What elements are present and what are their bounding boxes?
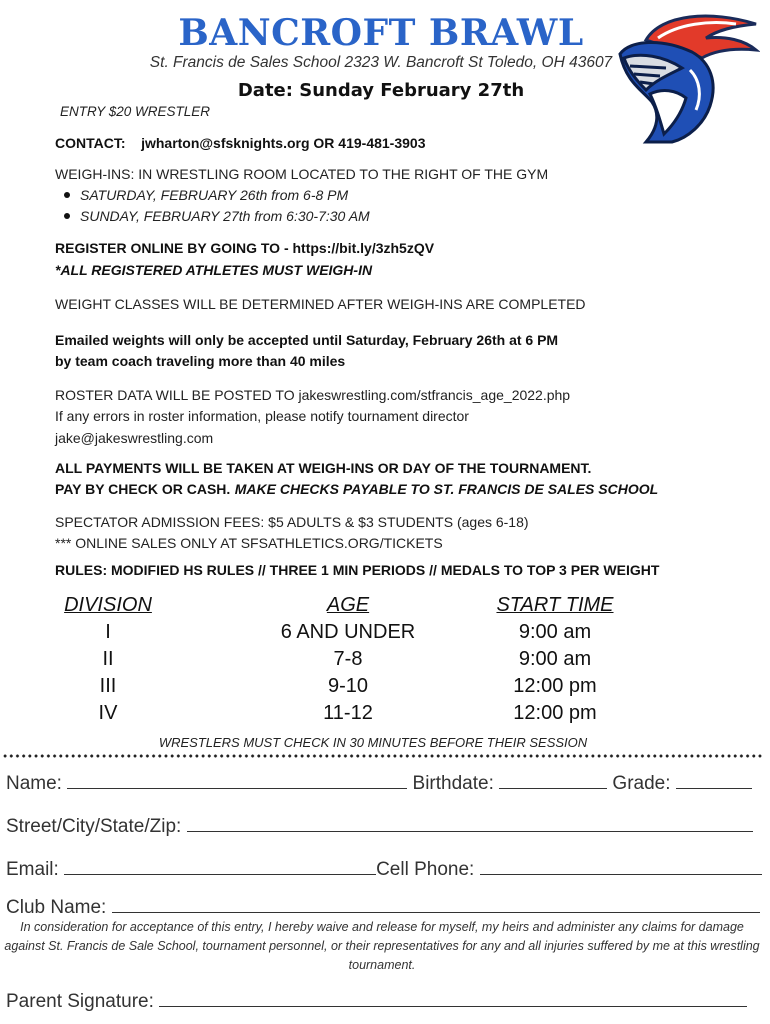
age-column bbox=[268, 592, 428, 727]
name-label: Name: bbox=[6, 773, 62, 794]
payments-line1: ALL PAYMENTS WILL BE TAKEN AT WEIGH-INS OR DAY OF THE TOURNAMENT. bbox=[55, 460, 592, 476]
name-field[interactable] bbox=[67, 770, 407, 789]
roster-email: jake@jakeswrestling.com bbox=[55, 430, 214, 446]
grade-field[interactable] bbox=[676, 770, 752, 789]
contact-label: CONTACT: bbox=[55, 135, 126, 151]
weigh-in-item: SATURDAY, FEBRUARY 26th from 6-8 PM bbox=[64, 187, 348, 203]
waiver-text: In consideration for acceptance of this entry, I hereby waive and release for myself, my heirs and administer any claims for damage against St. Francis de Sale School, tournament personnel, or their representatives for any and all injuries suffered by me at this wrestling tournament. bbox=[4, 920, 760, 972]
event-date: Date: Sunday February 27th bbox=[237, 80, 525, 101]
weigh-in-item: SUNDAY, FEBRUARY 27th from 6:30-7:30 AM bbox=[64, 208, 370, 224]
roster-line2: If any errors in roster information, please notify tournament director bbox=[55, 408, 469, 424]
start-time-header: START TIME bbox=[496, 594, 614, 616]
start-time-cell: 9:00 am bbox=[518, 648, 592, 670]
division-column bbox=[46, 592, 170, 727]
bullet-icon bbox=[64, 213, 70, 219]
entry-fee: ENTRY $20 WRESTLER bbox=[60, 104, 211, 119]
division-cell: II bbox=[102, 648, 114, 670]
age-cell: 9-10 bbox=[327, 675, 369, 697]
age-header: AGE bbox=[326, 594, 370, 616]
emailed-weights-line2: by team coach traveling more than 40 miles bbox=[55, 353, 346, 369]
division-cell: III bbox=[99, 675, 117, 697]
birthdate-field[interactable] bbox=[499, 770, 607, 789]
address-row bbox=[6, 813, 753, 838]
signature-row bbox=[6, 988, 747, 1013]
register-line: REGISTER ONLINE BY GOING TO - https://bit.ly/3zh5zQV bbox=[55, 240, 435, 256]
division-header: DIVISION bbox=[64, 594, 152, 616]
parent-signature-label: Parent Signature: bbox=[6, 991, 154, 1012]
knight-helmet-icon bbox=[606, 10, 760, 146]
roster-line1: ROSTER DATA WILL BE POSTED TO jakeswrestling.com/stfrancis_age_2022.php bbox=[55, 387, 571, 403]
contact-line bbox=[55, 135, 425, 151]
weigh-ins-heading: WEIGH-INS: IN WRESTLING ROOM LOCATED TO THE RIGHT OF THE GYM bbox=[55, 166, 549, 182]
start-time-cell: 12:00 pm bbox=[513, 675, 597, 697]
flyer-subtitle: St. Francis de Sales School 2323 W. Bancroft St Toledo, OH 43607 bbox=[149, 54, 613, 71]
start-time-column bbox=[480, 592, 630, 727]
birthdate-label: Birthdate: bbox=[412, 773, 494, 794]
street-field[interactable] bbox=[187, 813, 753, 832]
dotted-divider bbox=[2, 754, 764, 758]
parent-signature-field[interactable] bbox=[159, 988, 747, 1007]
rules-line: RULES: MODIFIED HS RULES // THREE 1 MIN PERIODS // MEDALS TO TOP 3 PER WEIGHT bbox=[55, 562, 660, 578]
club-row bbox=[6, 894, 760, 919]
flyer-title: BANCROFT BRAWL bbox=[178, 12, 584, 54]
payments-line2: PAY BY CHECK OR CASH. MAKE CHECKS PAYABLE TO ST. FRANCIS DE SALES SCHOOL bbox=[55, 481, 659, 497]
age-cell: 7-8 bbox=[333, 648, 363, 670]
emailed-weights-line1: Emailed weights will only be accepted until Saturday, February 26th at 6 PM bbox=[55, 332, 559, 348]
contact-value: jwharton@sfsknights.org OR 419-481-3903 bbox=[141, 135, 426, 151]
age-cell: 11-12 bbox=[323, 702, 373, 724]
email-field[interactable] bbox=[64, 856, 376, 875]
email-label: Email: bbox=[6, 859, 59, 880]
start-time-cell: 9:00 am bbox=[518, 621, 592, 643]
contact-row bbox=[6, 856, 762, 881]
cell-phone-field[interactable] bbox=[480, 856, 762, 875]
grade-label: Grade: bbox=[612, 773, 671, 794]
spectator-online: *** ONLINE SALES ONLY AT SFSATHLETICS.ORG/TICKETS bbox=[55, 535, 443, 551]
club-name-label: Club Name: bbox=[6, 897, 107, 918]
weight-classes-note: WEIGHT CLASSES WILL BE DETERMINED AFTER WEIGH-INS ARE COMPLETED bbox=[55, 296, 586, 312]
club-name-field[interactable] bbox=[112, 894, 760, 913]
spectator-fees: SPECTATOR ADMISSION FEES: $5 ADULTS & $3 STUDENTS (ages 6-18) bbox=[55, 514, 529, 530]
division-cell: I bbox=[105, 621, 111, 643]
check-in-note: WRESTLERS MUST CHECK IN 30 MINUTES BEFORE THEIR SESSION bbox=[158, 735, 588, 750]
division-cell: IV bbox=[98, 702, 118, 724]
name-row bbox=[6, 770, 752, 795]
street-label: Street/City/State/Zip: bbox=[6, 816, 182, 837]
cell-phone-label: Cell Phone: bbox=[376, 859, 475, 880]
age-cell: 6 AND UNDER bbox=[280, 621, 416, 643]
register-note: *ALL REGISTERED ATHLETES MUST WEIGH-IN bbox=[55, 262, 373, 278]
bullet-icon bbox=[64, 192, 70, 198]
start-time-cell: 12:00 pm bbox=[513, 702, 597, 724]
